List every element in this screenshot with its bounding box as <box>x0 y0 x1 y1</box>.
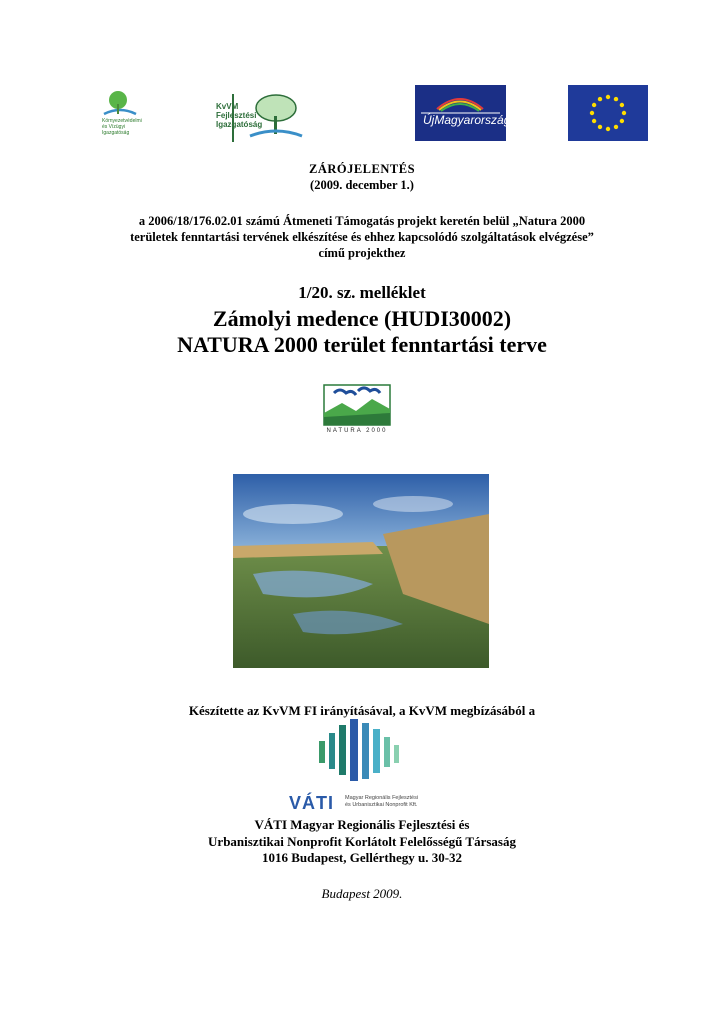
kvvm-logo <box>214 92 306 144</box>
wetland-photo <box>233 474 489 668</box>
eu-flag-logo <box>568 85 648 141</box>
place-date: Budapest 2009. <box>321 886 403 901</box>
intro-line-1: a 2006/18/176.02.01 számú Átmeneti Támogatás projekt keretén belül „Natura 2000 <box>138 214 586 228</box>
organization-line-2: Urbanisztikai Nonprofit Korlátolt Felelősségű Társaság <box>208 833 516 849</box>
intro-paragraph <box>0 213 724 261</box>
environment-agency-logo <box>100 90 158 142</box>
intro-line-3: című projekthez <box>318 246 406 260</box>
tree-icon <box>100 90 158 120</box>
natura-2000-logo <box>322 383 392 439</box>
organization-block <box>0 817 724 867</box>
vati-wordmark: VÁTI <box>289 793 335 813</box>
vati-subtitle: Magyar Regionális Fejlesztési és Urbanisztikai Nonprofit Kft. <box>345 795 419 808</box>
report-title: ZÁRÓJELENTÉS <box>308 162 416 176</box>
prepared-by: Készítette az KvVM FI irányításával, a KvVM megbízásából a <box>188 703 536 718</box>
organization-line-1: VÁTI Magyar Regionális Fejlesztési és <box>254 817 470 832</box>
organization-address: 1016 Budapest, Gellérthegy u. 30-32 <box>261 850 463 865</box>
uj-magyarorszag-logo <box>415 85 511 141</box>
site-name: Zámolyi medence (HUDI30002) <box>212 306 512 331</box>
vati-bars-icon <box>317 717 411 789</box>
eu-stars-icon <box>568 85 648 141</box>
intro-line-2: területek fenntartási tervének elkészítése és ehhez kapcsolódó szolgáltatások elvégzése” <box>130 230 594 244</box>
vati-logo <box>289 717 439 812</box>
main-heading <box>0 306 724 358</box>
kvvm-text: KvVM Fejlesztési Igazgatóság <box>216 102 263 129</box>
uj-magyarorszag-text: ÚjMagyarország <box>423 113 511 127</box>
plan-title: NATURA 2000 terület fenntartási terve <box>177 332 547 357</box>
environment-agency-text: Környezetvédelmi és Vízügyi Igazgatóság <box>102 118 142 136</box>
annex-number: 1/20. sz. melléklet <box>298 283 426 302</box>
birds-landscape-icon <box>322 383 392 427</box>
natura-label: NATURA 2000 <box>326 428 388 434</box>
report-date: (2009. december 1.) <box>310 178 414 192</box>
